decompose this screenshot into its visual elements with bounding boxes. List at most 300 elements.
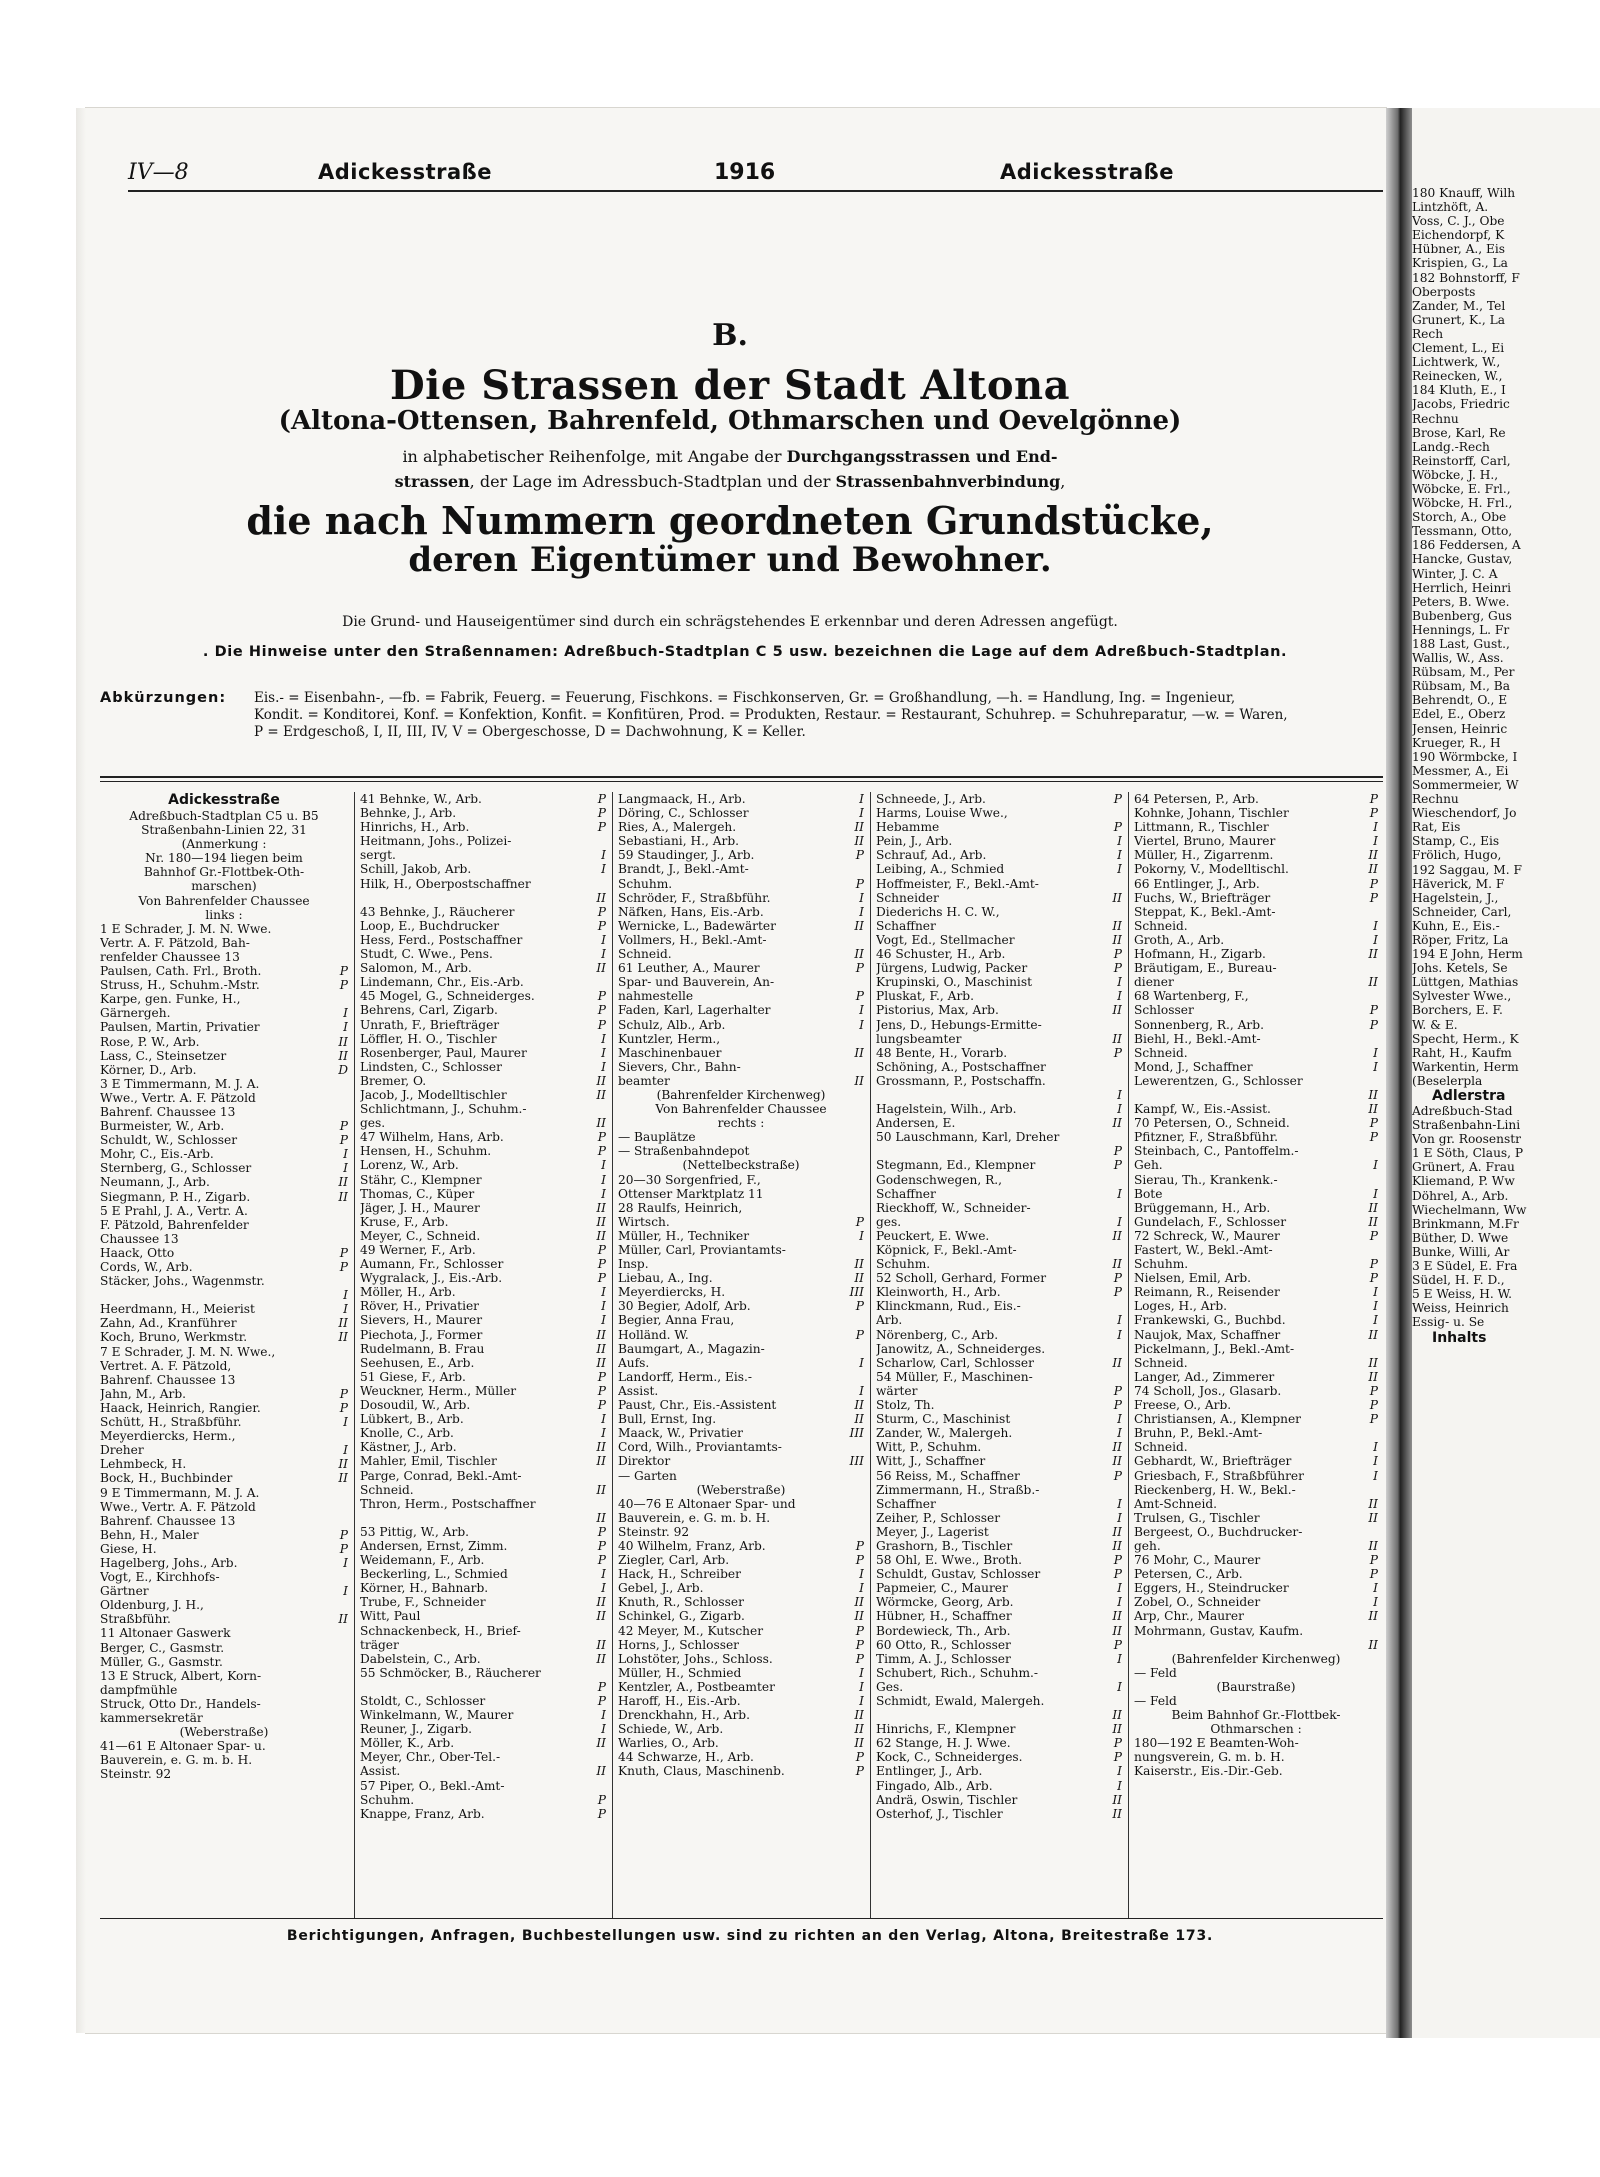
directory-entry [618, 1201, 864, 1215]
floor-marker: P [597, 1694, 606, 1708]
right-page-line: Kliemand, P. Ww [1412, 1174, 1515, 1189]
floor-marker: II [1368, 1214, 1378, 1229]
entry-text: Körner, H., Bahnarb. [360, 1581, 489, 1596]
entry-text: Hübner, H., Schaffner [876, 1609, 1012, 1624]
directory-entry [618, 792, 864, 806]
entry-text: Studt, C. Wwe., Pens. [360, 947, 493, 962]
entry-text: Pokorny, V., Modelltischl. [1134, 862, 1289, 877]
running-head-right: Adickesstraße [1000, 160, 1174, 184]
floor-marker: I [343, 1288, 348, 1303]
entry-text: Hagelstein, Wilh., Arb. [876, 1102, 1017, 1117]
entry-text: Sturm, C., Maschinist [876, 1412, 1011, 1427]
floor-marker: P [339, 1260, 348, 1274]
entry-text: 180—192 E Beamten-Woh- [1134, 1736, 1299, 1751]
entry-text: Mohr, C., Eis.-Arb. [100, 1147, 214, 1162]
entry-text: Langmaack, H., Arb. [618, 792, 746, 806]
floor-marker: P [1369, 1017, 1378, 1032]
right-page-line: Rat, Eis [1412, 820, 1461, 835]
entry-text: Stähr, C., Klempner [360, 1172, 482, 1187]
entry-text: Maack, W., Privatier [618, 1426, 743, 1441]
right-page-line: 186 Feddersen, A [1412, 538, 1521, 553]
entry-text: Rosenberger, Paul, Maurer [360, 1045, 527, 1060]
directory-entry [876, 1793, 1122, 1807]
intro-bold: Strassenbahnverbindung [835, 472, 1061, 491]
directory-entry [876, 1398, 1122, 1412]
directory-entry [360, 1666, 606, 1680]
entry-text: Von Bahrenfelder Chaussee [655, 1102, 827, 1117]
intro-part: in alphabetischer Reihenfolge, mit Angabe der [402, 447, 787, 466]
entry-text: Siegmann, P. H., Zigarb. [100, 1189, 251, 1204]
abbreviations-line: Kondit. = Konditorei, Konf. = Konfektion, Konfit. = Konfitüren, Prod. = Produkten, Restaur. = Restaurant, Schuhrep. = Schuhreparatur, —w. = Waren, [254, 707, 1288, 723]
floor-marker: I [1117, 1496, 1122, 1511]
entry-text: Rose, P. W., Arb. [100, 1034, 200, 1049]
directory-entry [360, 905, 606, 919]
floor-marker: I [601, 848, 606, 863]
entry-text: Winkelmann, W., Maurer [360, 1708, 514, 1723]
floor-marker: II [1368, 848, 1378, 863]
entry-text: Knolle, C., Arb. [360, 1426, 454, 1441]
directory-entry [360, 1736, 606, 1750]
entry-text: 1 E Schrader, J. M. N. Wwe. [100, 921, 272, 936]
directory-entry [876, 1187, 1122, 1201]
entry-text: diener [1134, 975, 1174, 990]
entry-text: Vogt, Ed., Stellmacher [876, 932, 1015, 947]
floor-marker: P [1369, 1398, 1378, 1413]
right-page-line: Brinkmann, M.Fr [1412, 1216, 1519, 1231]
entry-text: Wörmcke, Georg, Arb. [876, 1595, 1014, 1610]
directory-entry [100, 1274, 348, 1288]
floor-marker: I [1117, 1581, 1122, 1596]
entry-text: Witt, J., Schaffner [876, 1454, 986, 1469]
entry-text: Schneid. [1134, 918, 1188, 933]
floor-marker: II [338, 1048, 348, 1063]
entry-text: Pickelmann, J., Bekl.-Amt- [1134, 1341, 1295, 1356]
floor-marker: II [1368, 947, 1378, 962]
directory-entry [360, 1299, 606, 1313]
floor-marker: I [1373, 1059, 1378, 1074]
floor-marker: I [601, 1426, 606, 1441]
floor-marker: II [1368, 1200, 1378, 1215]
entry-text: 47 Wilhelm, Hans, Arb. [360, 1130, 504, 1145]
table-rule-bottom [100, 1918, 1383, 1919]
directory-entry [100, 964, 348, 978]
directory-entry [876, 1426, 1122, 1440]
entry-text: Gundelach, F., Schlosser [1134, 1214, 1287, 1229]
directory-entry [1134, 1328, 1378, 1342]
intro-part: , [1060, 472, 1066, 491]
entry-text: Meyerdiercks, Herm., [100, 1429, 236, 1444]
floor-marker: I [1117, 989, 1122, 1004]
entry-text: Loges, H., Arb. [1134, 1299, 1228, 1314]
entry-text: Kampf, W., Eis.-Assist. [1134, 1102, 1271, 1117]
floor-marker: II [1112, 1031, 1122, 1046]
entry-text: Grossmann, P., Postschaffn. [876, 1073, 1046, 1088]
directory-entry [618, 1215, 864, 1229]
directory-entry [618, 1595, 864, 1609]
directory-entry [618, 1271, 864, 1285]
directory-entry [618, 1116, 864, 1130]
entry-text: 42 Meyer, M., Kutscher [618, 1623, 764, 1638]
floor-marker: P [1369, 1567, 1378, 1582]
right-page-line: Döhrel, A., Arb. [1412, 1188, 1509, 1203]
directory-entry [360, 1539, 606, 1553]
floor-marker: II [596, 1736, 606, 1751]
entry-text: Von Bahrenfelder Chaussee [138, 893, 310, 908]
abbreviations-text [254, 690, 1369, 741]
directory-entry [618, 1243, 864, 1257]
directory-entry [876, 1356, 1122, 1370]
entry-text: Kleinworth, H., Arb. [876, 1285, 1001, 1300]
entry-text: Othmarschen : [1210, 1722, 1302, 1737]
directory-entry [618, 975, 864, 989]
right-page-line: Rech [1412, 326, 1444, 341]
entry-text: Schöning, A., Postschaffner [876, 1059, 1046, 1074]
right-page-line: Warkentin, Herm [1412, 1059, 1519, 1074]
floor-marker: II [596, 961, 606, 976]
floor-marker: P [339, 964, 348, 979]
entry-text: Heitmann, Johs., Polizei- [360, 834, 512, 849]
directory-entry [360, 1370, 606, 1384]
directory-entry [1134, 1567, 1378, 1581]
floor-marker: P [1113, 1567, 1122, 1582]
directory-entry [876, 1116, 1122, 1130]
directory-entry [360, 1497, 606, 1511]
directory-entry [1134, 1032, 1378, 1046]
entry-text: Schneid. [1134, 1440, 1188, 1455]
directory-entry [100, 1119, 348, 1133]
floor-marker: P [339, 978, 348, 993]
entry-text: 74 Scholl, Jos., Glasarb. [1134, 1383, 1282, 1398]
entry-text: Sebastiani, H., Arb. [618, 834, 739, 849]
entry-text: Brüggemann, H., Arb. [1134, 1200, 1271, 1215]
entry-text: Hofmann, H., Zigarb. [1134, 947, 1266, 962]
entry-text: Weuckner, Herm., Müller [360, 1383, 517, 1398]
floor-marker: I [859, 1017, 864, 1032]
entry-text: Andrä, Oswin, Tischler [876, 1792, 1018, 1807]
directory-entry [618, 1426, 864, 1440]
floor-marker: P [1369, 876, 1378, 891]
entry-text: Schnackenbeck, H., Brief- [360, 1623, 521, 1638]
entry-text: Hoffmeister, F., Bekl.-Amt- [876, 876, 1039, 891]
right-page-line: Lüttgen, Mathias [1412, 975, 1519, 990]
floor-marker: II [854, 1073, 864, 1088]
right-page-line: 194 E John, Herm [1412, 947, 1523, 962]
entry-text: 48 Bente, H., Vorarb. [876, 1045, 1008, 1060]
directory-entry [360, 1652, 606, 1666]
entry-text: Stäcker, Johs., Wagenmstr. [100, 1274, 265, 1289]
directory-entry [618, 1356, 864, 1370]
right-page-line: Wiechelmann, Ww [1412, 1202, 1527, 1217]
entry-text: 13 E Struck, Albert, Korn- [100, 1668, 262, 1683]
entry-text: 54 Müller, F., Maschinen- [876, 1369, 1033, 1384]
floor-marker: II [1112, 890, 1122, 905]
floor-marker: I [601, 1172, 606, 1187]
directory-entry [360, 1553, 606, 1567]
floor-marker: II [1112, 1792, 1122, 1807]
floor-marker: I [859, 1679, 864, 1694]
floor-marker: I [1117, 1214, 1122, 1229]
floor-marker: II [1368, 1538, 1378, 1553]
directory-entry [360, 1581, 606, 1595]
directory-entry [876, 1271, 1122, 1285]
floor-marker: II [1368, 1609, 1378, 1624]
directory-entry [360, 1624, 606, 1638]
right-page-line: Oberposts [1412, 284, 1476, 299]
floor-marker: I [1373, 932, 1378, 947]
entry-text: Schaffner [876, 918, 936, 933]
entry-text: geh. [1134, 1538, 1161, 1553]
directory-entry [1134, 1469, 1378, 1483]
right-page-line: Reinecken, W., [1412, 369, 1503, 384]
floor-marker: P [339, 1119, 348, 1134]
directory-entry [360, 1144, 606, 1158]
right-page-line: Lintzhöft, A. [1412, 200, 1489, 215]
directory-entry [1134, 1398, 1378, 1412]
entry-text: Aumann, Fr., Schlosser [360, 1257, 504, 1272]
floor-marker: P [855, 961, 864, 976]
entry-text: — Straßenbahndepot [618, 1144, 750, 1159]
entry-text: 43 Behnke, J., Räucherer [360, 904, 515, 919]
entry-text: 41 Behnke, W., Arb. [360, 792, 482, 806]
directory-entry [618, 820, 864, 834]
directory-entry [100, 1147, 348, 1161]
directory-entry [1134, 1553, 1378, 1567]
section-title: Die Strassen der Stadt Altona [389, 362, 1071, 409]
entry-text: Straßenbahn-Linien 22, 31 [141, 823, 307, 838]
directory-entry [360, 1722, 606, 1736]
right-page-line: Frölich, Hugo, [1412, 848, 1502, 863]
directory-entry [360, 1060, 606, 1074]
floor-marker: II [1112, 918, 1122, 933]
directory-entry [618, 1158, 864, 1172]
street-heading [100, 792, 348, 809]
entry-text: 68 Wartenberg, F., [1134, 989, 1249, 1004]
directory-entry [100, 1570, 348, 1584]
directory-entry [618, 1285, 864, 1299]
entry-text: Döring, C., Schlosser [618, 806, 749, 821]
entry-text: Horns, J., Schlosser [618, 1637, 740, 1652]
floor-marker: I [1117, 1087, 1122, 1102]
floor-marker: P [855, 876, 864, 891]
entry-text: Hack, H., Schreiber [618, 1567, 741, 1582]
floor-marker: P [597, 1806, 606, 1821]
entry-text: Langer, Ad., Zimmerer [1134, 1369, 1275, 1384]
entry-text: — Bauplätze [618, 1130, 696, 1145]
directory-entry [876, 1497, 1122, 1511]
entry-text: Körner, D., Arb. [100, 1062, 197, 1077]
directory-entry [1134, 1370, 1378, 1384]
right-page-line: Hagelstein, J., [1412, 890, 1499, 905]
entry-text: Pistorius, Max, Arb. [876, 1003, 999, 1018]
floor-marker: P [1113, 820, 1122, 835]
floor-marker: I [601, 1031, 606, 1046]
floor-marker: II [1368, 1327, 1378, 1342]
floor-marker: II [854, 1595, 864, 1610]
entry-text: Beim Bahnhof Gr.-Flottbek- [1171, 1708, 1341, 1723]
directory-entry [618, 1638, 864, 1652]
directory-entry [618, 1144, 864, 1158]
directory-entry [100, 865, 348, 879]
right-page-line: Jensen, Heinric [1412, 721, 1508, 736]
floor-marker: P [1369, 1130, 1378, 1145]
entry-text: Reimann, R., Reisender [1134, 1285, 1280, 1300]
entry-text: Lindsten, C., Schlosser [360, 1059, 502, 1074]
entry-text: Adickesstraße [168, 792, 280, 808]
entry-text: Steinstr. 92 [100, 1767, 172, 1782]
right-page-line: Eichendorpf, K [1412, 228, 1505, 243]
floor-marker: I [1373, 820, 1378, 835]
directory-entry [360, 1398, 606, 1412]
floor-marker: P [597, 918, 606, 933]
floor-marker: II [854, 1412, 864, 1427]
directory-entry [618, 1342, 864, 1356]
entry-text: Schiede, W., Arb. [618, 1722, 724, 1737]
headline-1: die nach Nummern geordneten Grundstücke, [246, 498, 1214, 543]
entry-text: Thomas, C., Küper [360, 1186, 475, 1201]
directory-entry [360, 1440, 606, 1454]
floor-marker: I [1117, 1426, 1122, 1441]
right-page-line: Brose, Karl, Re [1412, 425, 1506, 440]
floor-marker: I [601, 1186, 606, 1201]
directory-entry [1134, 933, 1378, 947]
directory-entry [618, 1130, 864, 1144]
directory-entry [876, 1243, 1122, 1257]
directory-entry [1134, 1144, 1378, 1158]
entry-text: Schütt, H., Straßbführ. [100, 1415, 242, 1430]
directory-entry [360, 877, 606, 891]
floor-marker: D [338, 1062, 348, 1077]
entry-text: Ries, A., Malergeh. [618, 820, 737, 835]
floor-marker: II [1112, 1806, 1122, 1821]
intro-bold: strassen [394, 472, 470, 491]
entry-text: Giese, H. [100, 1541, 157, 1556]
right-page-line: Krueger, R., H [1412, 735, 1501, 750]
entry-text: Pluskat, F., Arb. [876, 989, 974, 1004]
floor-marker: I [1373, 1045, 1378, 1060]
floor-marker: P [1113, 947, 1122, 962]
directory-entry [1134, 1652, 1378, 1666]
right-page-line: 182 Bohnstorff, F [1412, 270, 1520, 285]
directory-entry [1134, 961, 1378, 975]
directory-entry [360, 1356, 606, 1370]
floor-marker: P [855, 1327, 864, 1342]
entry-text: Bahrenf. Chaussee 13 [100, 1104, 236, 1119]
entry-text: 62 Stange, H. J. Wwe. [876, 1736, 1011, 1751]
directory-entry [1134, 1581, 1378, 1595]
floor-marker: II [854, 820, 864, 835]
entry-text: 70 Petersen, O., Schneid. [1134, 1116, 1290, 1131]
floor-marker: II [596, 1073, 606, 1088]
entry-text: kammersekretär [100, 1711, 203, 1725]
directory-entry [618, 1003, 864, 1017]
book-gutter [1386, 108, 1412, 2038]
table-rule-top [100, 776, 1383, 778]
entry-text: (Weberstraße) [696, 1482, 786, 1497]
directory-entry [1134, 1624, 1378, 1638]
directory-entry [1134, 1497, 1378, 1511]
directory-entry [360, 1271, 606, 1285]
floor-marker: II [1112, 1003, 1122, 1018]
entry-text: 57 Piper, O., Bekl.-Amt- [360, 1778, 505, 1793]
entry-text: 55 Schmöcker, B., Räucherer [360, 1665, 541, 1680]
directory-entry [1134, 1440, 1378, 1454]
directory-entry [618, 989, 864, 1003]
entry-text: Witt, Paul [360, 1609, 421, 1624]
entry-text: Steinbach, C., Pantoffelm.- [1134, 1144, 1299, 1159]
floor-marker: II [596, 1609, 606, 1624]
directory-entry [360, 1074, 606, 1088]
directory-entry [876, 1539, 1122, 1553]
directory-entry [876, 1581, 1122, 1595]
floor-marker: II [596, 1200, 606, 1215]
entry-text: Zahn, Ad., Kranführer [100, 1316, 237, 1331]
entry-text: Lehmbeck, H. [100, 1457, 187, 1472]
directory-entry [360, 1173, 606, 1187]
floor-marker: P [1369, 1003, 1378, 1018]
directory-entry [618, 1553, 864, 1567]
floor-marker: P [1113, 792, 1122, 806]
entry-text: 3 E Timmermann, M. J. A. [100, 1076, 260, 1091]
directory-entry [100, 1711, 348, 1725]
entry-text: Vogt, E., Kirchhofs- [100, 1570, 220, 1585]
entry-text: renfelder Chaussee 13 [100, 949, 240, 964]
entry-text: Rieckhoff, W., Schneider- [876, 1200, 1031, 1215]
entry-text: Schuhm. [876, 1257, 931, 1272]
entry-text: (Bahrenfelder Kirchenweg) [656, 1087, 826, 1102]
directory-entry [100, 1401, 348, 1415]
directory-entry [100, 922, 348, 936]
entry-text: Andersen, E. [876, 1116, 956, 1131]
directory-entry [100, 1330, 348, 1344]
entry-text: Haroff, H., Eis.-Arb. [618, 1694, 741, 1708]
right-page-line: Storch, A., Obe [1412, 510, 1507, 525]
entry-text: Petersen, C., Arb. [1134, 1567, 1243, 1582]
directory-entry [618, 1722, 864, 1736]
right-page-line: Rechnu [1412, 792, 1459, 807]
floor-marker: I [859, 792, 864, 806]
entry-text: Köpnick, F., Bekl.-Amt- [876, 1243, 1017, 1257]
entry-text: Bräutigam, E., Bureau- [1134, 961, 1277, 976]
entry-text: (Baurstraße) [1216, 1679, 1296, 1694]
right-page-line: Wöbcke, H. Frl., [1412, 496, 1513, 511]
entry-text: Steppat, K., Bekl.-Amt- [1134, 904, 1276, 919]
directory-entry [1134, 989, 1378, 1003]
floor-marker: P [597, 1144, 606, 1159]
entry-text: Bauverein, e. G. m. b. H. [100, 1753, 253, 1768]
entry-text: Baumgart, A., Magazin- [618, 1341, 765, 1356]
entry-text: Trulsen, G., Tischler [1134, 1510, 1260, 1525]
floor-marker: P [597, 1524, 606, 1539]
directory-entry [618, 1229, 864, 1243]
floor-marker: P [1113, 1398, 1122, 1413]
entry-text: Möller, K., Arb. [360, 1736, 455, 1751]
entry-text: Oldenburg, J. H., [100, 1598, 204, 1613]
floor-marker: I [601, 1313, 606, 1328]
directory-entry [100, 1753, 348, 1767]
entry-text: 53 Pittig, W., Arb. [360, 1524, 470, 1539]
floor-marker: I [343, 1006, 348, 1021]
directory-entry [876, 1595, 1122, 1609]
directory-entry [618, 1666, 864, 1680]
floor-marker: P [855, 1764, 864, 1779]
entry-text: 60 Otto, R., Schlosser [876, 1637, 1011, 1652]
directory-entry [360, 919, 606, 933]
entry-text: Knappe, Franz, Arb. [360, 1806, 485, 1821]
entry-text: Seehusen, E., Arb. [360, 1355, 475, 1370]
entry-text: Unrath, F., Briefträger [360, 1017, 500, 1032]
right-page-line: Kuhn, E., Eis.- [1412, 918, 1500, 933]
entry-text: ges. [360, 1116, 386, 1131]
